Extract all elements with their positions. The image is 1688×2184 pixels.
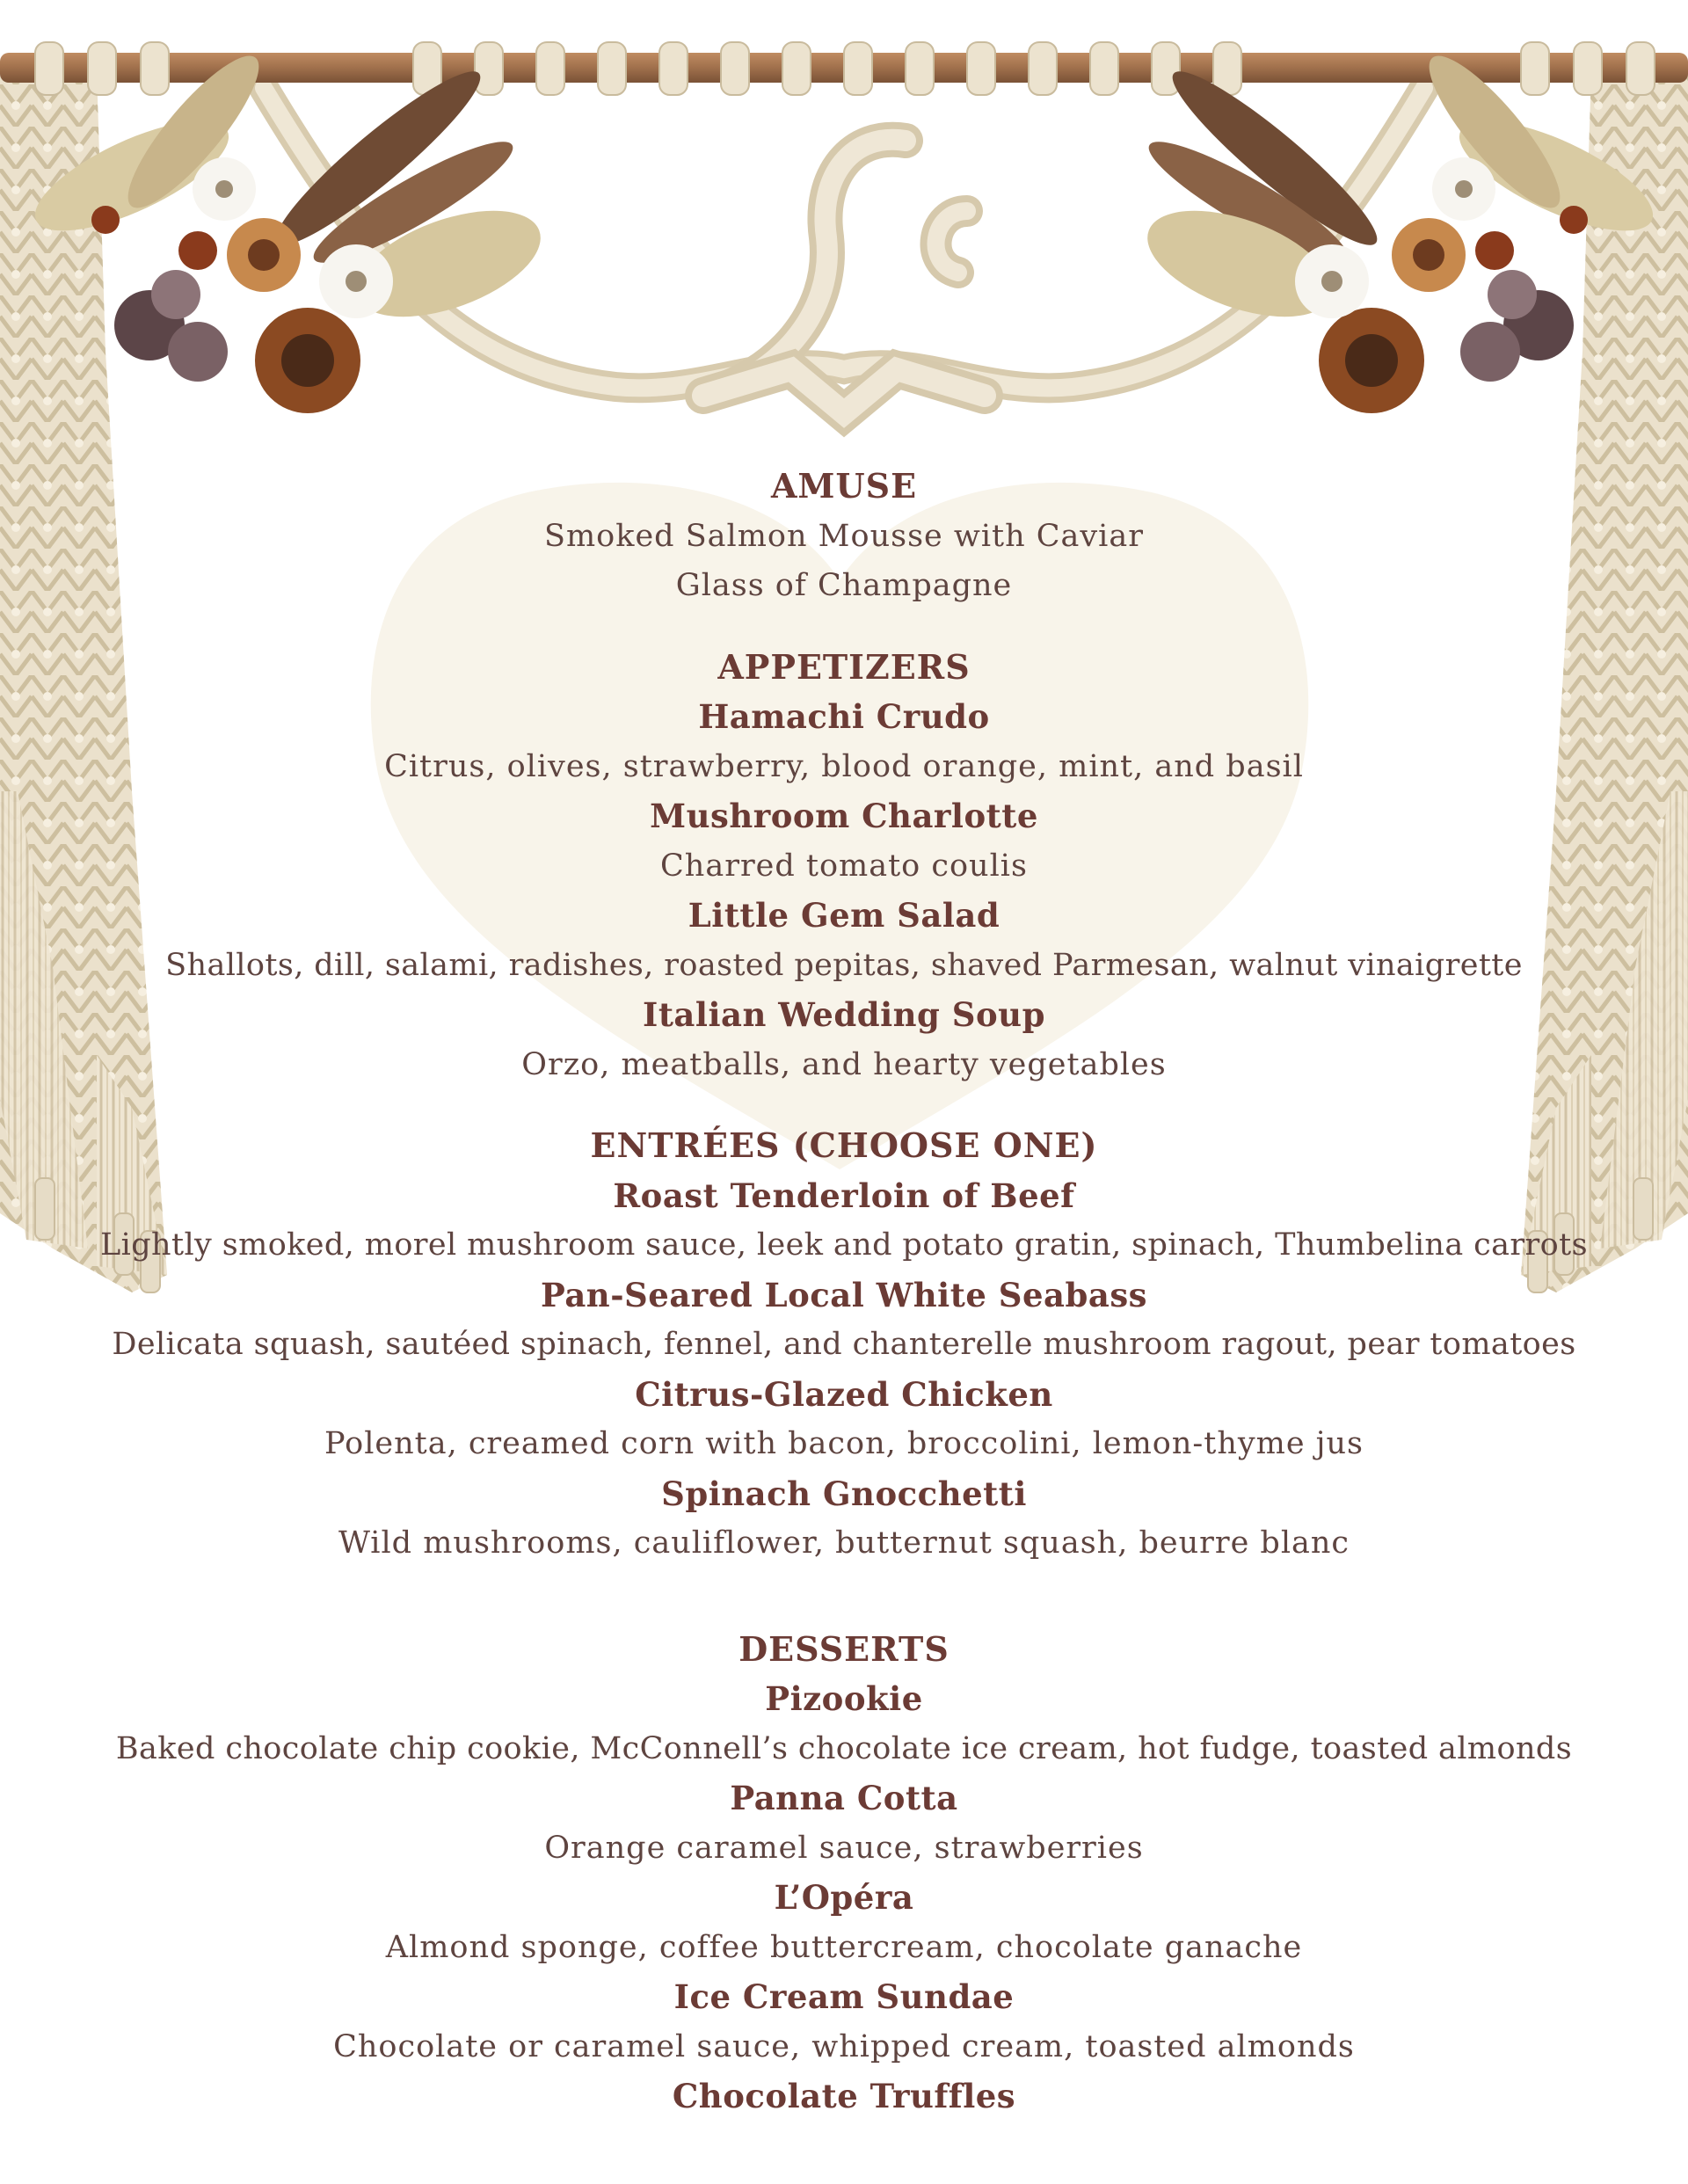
item-name: Citrus-Glazed Chicken [635,1374,1053,1414]
menu-section-desserts [0,1625,1688,2122]
item-description: Orange caramel sauce, strawberries [544,1830,1144,1866]
item-name: L’Opéra [774,1878,914,1917]
item-description: Orzo, meatballs, and hearty vegetables [521,1046,1167,1082]
item-name: Italian Wedding Soup [643,995,1045,1034]
item-name: Hamachi Crudo [698,697,990,736]
item-name: Pizookie [765,1679,923,1718]
item-name: Pan-Seared Local White Seabass [541,1275,1147,1314]
section-title: DESSERTS [738,1628,950,1669]
section-title: APPETIZERS [717,646,971,687]
item-description: Glass of Champagne [675,568,1013,603]
menu-section-entrees [0,1121,1688,1569]
section-title: AMUSE [770,466,918,506]
item-name: Ice Cream Sundae [673,1977,1015,2016]
item-description: Chocolate or caramel sauce, whipped cream, toasted almonds [333,2028,1355,2064]
item-description: Polenta, creamed corn with bacon, broccolini, lemon-thyme jus [324,1426,1364,1461]
menu-section-appetizers [0,643,1688,1090]
item-description: Shallots, dill, salami, radishes, roasted pepitas, shaved Parmesan, walnut vinaigrette [165,947,1523,983]
item-description: Citrus, olives, strawberry, blood orange, mint, and basil [384,748,1304,784]
item-name: Chocolate Truffles [672,2077,1016,2115]
item-name: Spinach Gnocchetti [661,1474,1027,1513]
item-description: Smoked Salmon Mousse with Caviar [544,518,1144,554]
menu-section-amuse [0,462,1688,611]
item-name: Panna Cotta [730,1779,958,1817]
item-description: Lightly smoked, morel mushroom sauce, leek and potato gratin, spinach, Thumbelina carrots [100,1227,1588,1263]
section-title: ENTRÉES (CHOOSE ONE) [590,1125,1098,1165]
wedding-menu [0,462,1688,2122]
item-name: Mushroom Charlotte [650,797,1038,835]
item-description: Baked chocolate chip cookie, McConnell’s chocolate ice cream, hot fudge, toasted almonds [115,1730,1573,1766]
item-name: Roast Tenderloin of Beef [613,1176,1075,1215]
item-name: Little Gem Salad [688,896,1000,935]
item-description: Almond sponge, coffee buttercream, chocolate ganache [385,1929,1303,1965]
item-description: Delicata squash, sautéed spinach, fennel, and chanterelle mushroom ragout, pear tomatoes [112,1327,1576,1362]
item-description: Charred tomato coulis [660,848,1028,884]
item-description: Wild mushrooms, cauliflower, butternut squash, beurre blanc [338,1525,1350,1561]
